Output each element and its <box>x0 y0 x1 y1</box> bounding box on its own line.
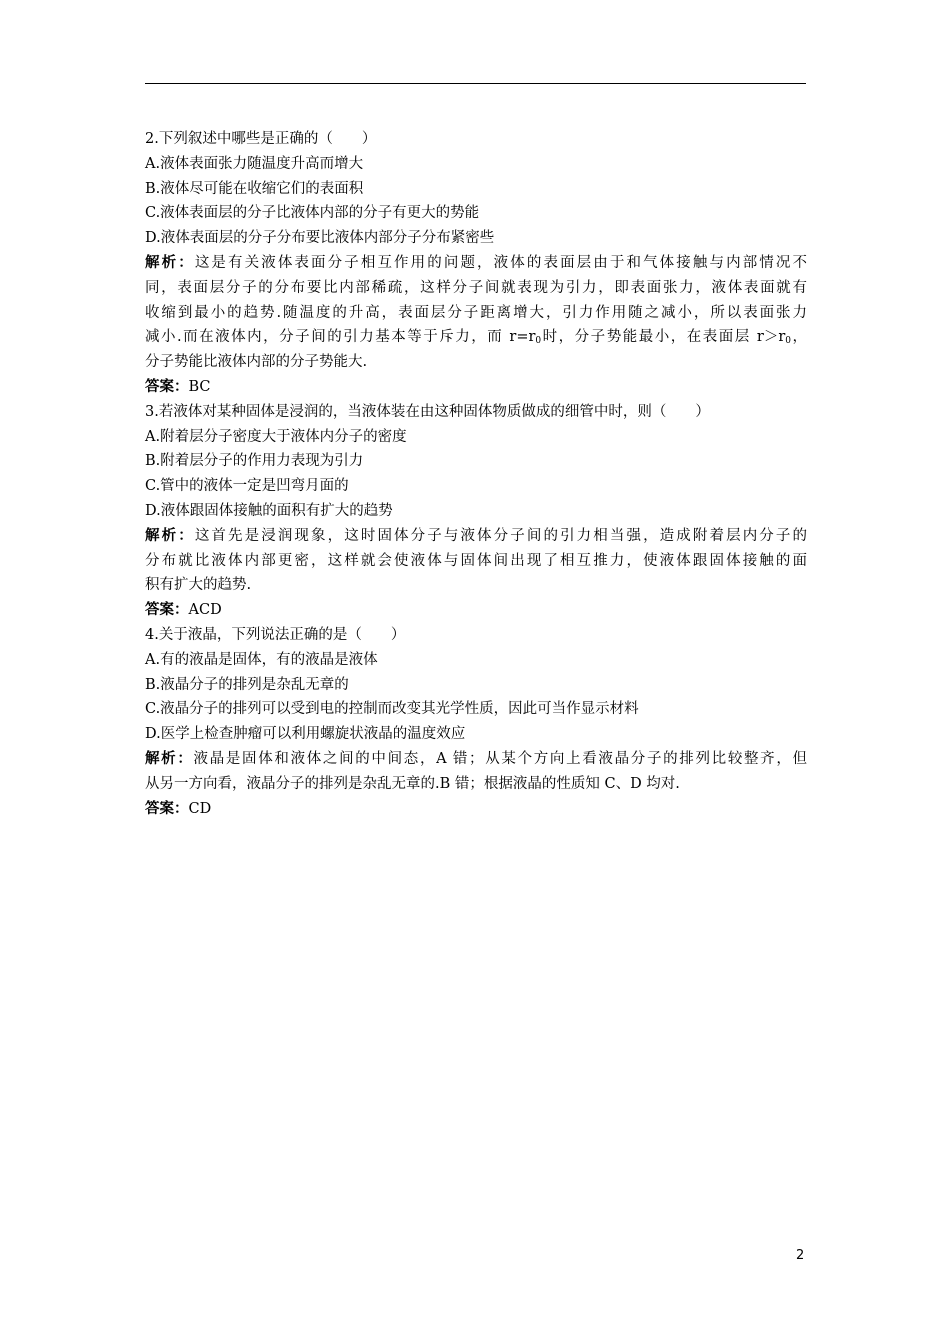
q3-stem: 3.若液体对某种固体是浸润的，当液体装在由这种固体物质做成的细管中时，则（ ） <box>145 403 710 420</box>
q3-analysis-text: 这首先是浸润现象，这时固体分子与液体分子间的引力相当强，造成附着层内分子的 <box>194 527 808 544</box>
q4-option-d: D.医学上检查肿瘤可以利用螺旋状液晶的温度效应 <box>145 726 466 743</box>
q2-answer-value: BC <box>188 378 211 395</box>
q3-answer-label: 答案： <box>145 601 189 619</box>
q2-analysis-text-a: 减小.而在液体内，分子间的引力基本等于斥力，而 r=r <box>145 329 536 346</box>
q2-analysis-line-1 <box>145 251 807 276</box>
q4-answer <box>145 797 807 822</box>
q2-analysis-label: 解析： <box>145 253 195 271</box>
q2-answer-label: 答案： <box>145 377 189 395</box>
header-rule <box>145 83 806 84</box>
q2-subscript-0: 0 <box>535 336 542 347</box>
q2-analysis-line-4 <box>145 325 807 350</box>
q2-analysis-line-5: 分子势能比液体内部的分子势能大. <box>145 354 368 371</box>
q2-option-b: B.液体尽可能在收缩它们的表面积 <box>145 180 364 197</box>
q3-answer <box>145 598 807 623</box>
q3-analysis-line-2: 分布就比液体内部更密，这样就会使液体与固体间出现了相互推力，使液体跟固体接触的面 <box>145 552 807 569</box>
q2-analysis-text-b: 时，分子势能最小，在表面层 r＞r <box>541 329 786 346</box>
q2-answer <box>145 375 807 400</box>
q2-stem: 2.下列叙述中哪些是正确的（ ） <box>145 131 377 147</box>
document-body <box>145 127 807 821</box>
q4-stem: 4.关于液晶，下列说法正确的是（ ） <box>145 626 406 643</box>
page-number: 2 <box>796 1248 805 1263</box>
q4-analysis-text: 液晶是固体和液体之间的中间态，A 错；从某个方向上看液晶分子的排列比较整齐，但 <box>193 750 808 767</box>
q3-option-d: D.液体跟固体接触的面积有扩大的趋势 <box>145 502 393 519</box>
q2-analysis-line-3: 收缩到最小的趋势.随温度的升高，表面层分子距离增大，引力作用随之减小，所以表面张力 <box>145 304 807 321</box>
q3-analysis-label: 解析： <box>145 526 195 544</box>
q3-option-c: C.管中的液体一定是凹弯月面的 <box>145 478 349 495</box>
q4-answer-label: 答案： <box>145 799 189 817</box>
q2-option-c: C.液体表面层的分子比液体内部的分子有更大的势能 <box>145 205 480 222</box>
q3-analysis-line-3: 积有扩大的趋势. <box>145 577 252 594</box>
q4-answer-value: CD <box>188 800 212 817</box>
q2-analysis-text: 这是有关液体表面分子相互作用的问题，液体的表面层由于和气体接触与内部情况不 <box>194 254 808 271</box>
q4-option-a: A.有的液晶是固体，有的液晶是液体 <box>145 651 378 668</box>
q3-answer-value: ACD <box>188 602 222 619</box>
q2-analysis-line-2: 同，表面层分子的分布要比内部稀疏，这样分子间就表现为引力，即表面张力，液体表面就有 <box>145 279 807 296</box>
q2-analysis-text-c: ， <box>790 329 807 346</box>
q2-option-a: A.液体表面张力随温度升高而增大 <box>145 155 364 172</box>
q4-analysis-line-1 <box>145 747 807 772</box>
q3-option-a: A.附着层分子密度大于液体内分子的密度 <box>145 428 407 445</box>
q4-option-c: C.液晶分子的排列可以受到电的控制而改变其光学性质，因此可当作显示材料 <box>145 701 639 718</box>
q4-analysis-line-2: 从另一方向看，液晶分子的排列是杂乱无章的.B 错；根据液晶的性质知 C、D 均对. <box>145 775 680 792</box>
q4-analysis-label: 解析： <box>145 749 194 767</box>
q2-option-d: D.液体表面层的分子分布要比液体内部分子分布紧密些 <box>145 230 495 247</box>
q3-analysis-line-1 <box>145 524 807 549</box>
q2-subscript-0b: 0 <box>785 336 791 347</box>
q3-option-b: B.附着层分子的作用力表现为引力 <box>145 453 364 470</box>
q4-option-b: B.液晶分子的排列是杂乱无章的 <box>145 676 349 693</box>
